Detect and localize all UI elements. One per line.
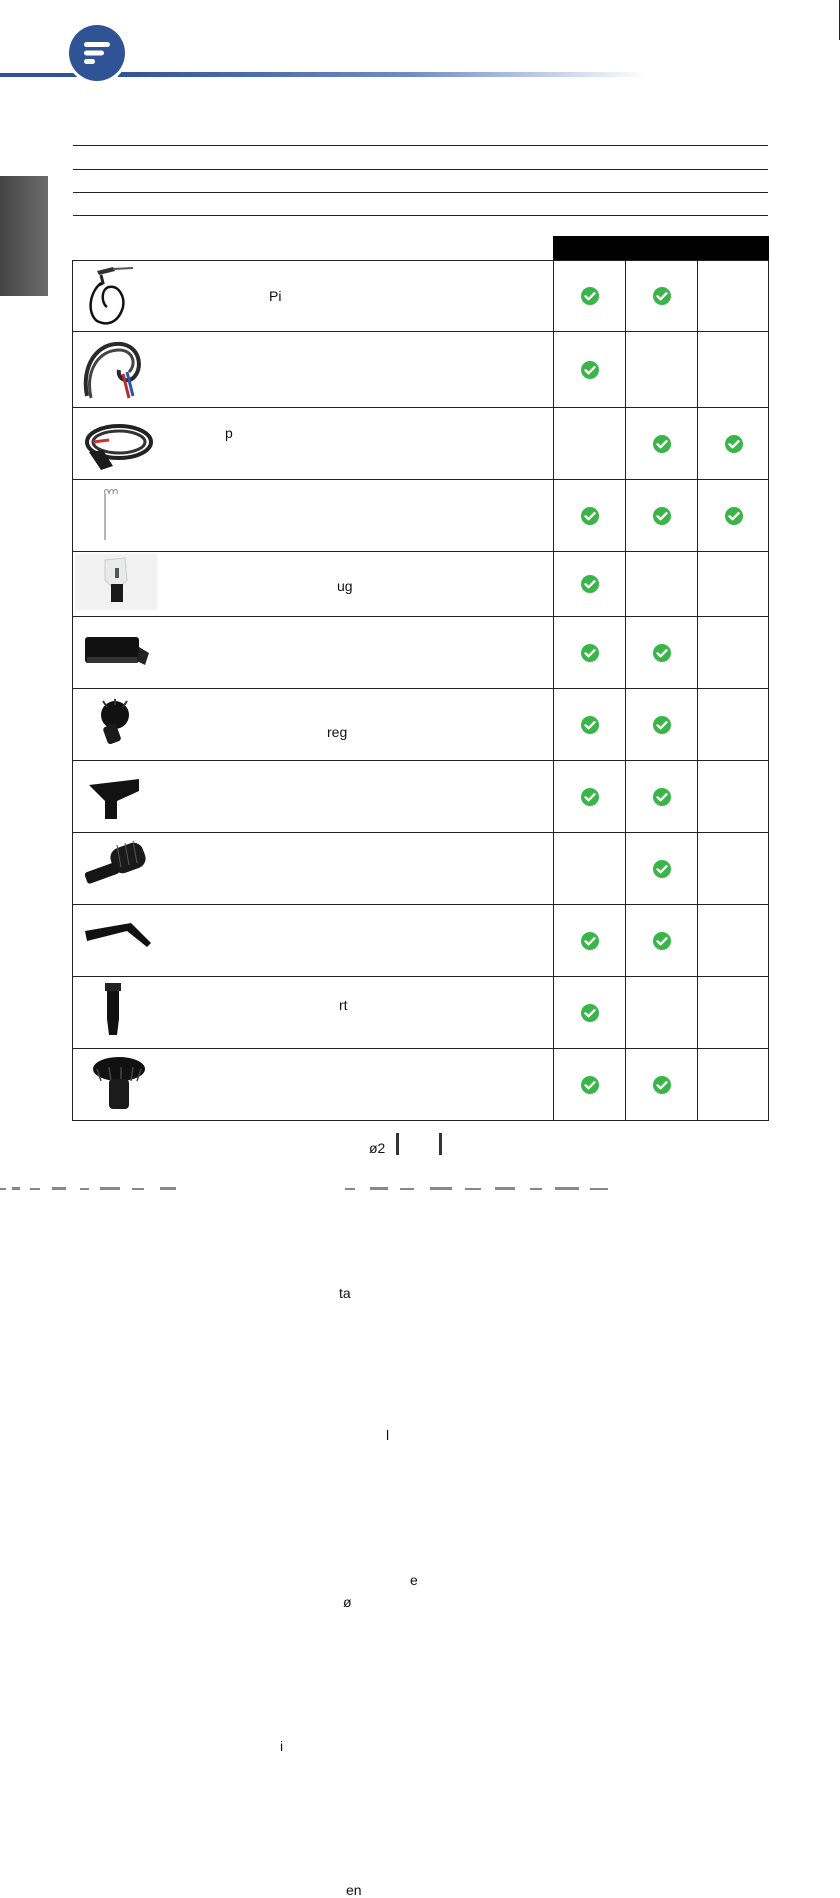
compat-cell-3 <box>698 833 770 904</box>
chapter-side-tab <box>0 176 48 296</box>
compat-cell-3 <box>698 1049 770 1121</box>
round-brush-large-image <box>75 1051 157 1117</box>
column-divider <box>553 260 554 1121</box>
compat-cell-3 <box>698 761 770 832</box>
compat-cell-2 <box>626 617 698 688</box>
bag-image <box>75 554 157 610</box>
check-icon <box>652 787 672 807</box>
compat-cell-1 <box>554 833 626 904</box>
check-icon <box>580 286 600 306</box>
crevice-nozzle-image <box>81 909 155 959</box>
compat-cell-1 <box>554 617 626 688</box>
compat-cell-2 <box>626 480 698 551</box>
compat-cell-3 <box>698 480 770 551</box>
section-rule <box>73 215 768 216</box>
brush-rect-image <box>79 623 155 677</box>
compat-cell-1 <box>554 905 626 976</box>
section-rule <box>73 169 768 170</box>
compat-cell-1 <box>554 689 626 760</box>
gun-hose-image <box>79 263 143 329</box>
row-label: ug <box>337 578 353 594</box>
check-icon <box>652 931 672 951</box>
row-label: p <box>225 425 233 441</box>
brush-round-image <box>85 693 145 753</box>
check-icon <box>580 1003 600 1023</box>
compat-cell-1 <box>554 552 626 616</box>
compat-cell-3 <box>698 905 770 976</box>
compat-cell-1 <box>554 761 626 832</box>
compat-cell-2 <box>626 689 698 760</box>
compat-cell-3 <box>698 977 770 1048</box>
compat-cell-2 <box>626 408 698 479</box>
compat-cell-2 <box>626 332 698 407</box>
table-row-gun-hose <box>73 261 768 332</box>
long-nozzle-image <box>87 979 143 1039</box>
check-icon <box>580 360 600 380</box>
table-row-cable <box>73 408 768 594</box>
header-badge <box>69 25 125 81</box>
column-divider <box>625 260 626 1121</box>
check-icon <box>580 931 600 951</box>
check-icon <box>580 1075 600 1095</box>
table-row-bag <box>73 552 768 617</box>
compat-cell-2 <box>626 905 698 976</box>
compat-cell-1 <box>554 1049 626 1121</box>
compat-cell-2 <box>626 1049 698 1121</box>
section-rule <box>73 145 768 146</box>
check-icon <box>652 506 672 526</box>
row-label-secondary: ø <box>343 1594 352 1610</box>
check-icon <box>724 434 744 454</box>
compat-cell-1 <box>554 480 626 551</box>
row-label: reg <box>327 724 348 740</box>
compat-cell-3 <box>698 332 770 407</box>
compat-cell-3 <box>698 408 770 479</box>
check-icon <box>580 643 600 663</box>
header-rule-right <box>118 72 648 77</box>
check-icon <box>580 787 600 807</box>
compat-cell-1 <box>554 332 626 407</box>
compat-cell-1 <box>554 977 626 1048</box>
check-icon <box>652 286 672 306</box>
compat-cell-3 <box>698 617 770 688</box>
table-row-hose <box>73 332 768 441</box>
compat-cell-3 <box>698 689 770 760</box>
check-icon <box>580 506 600 526</box>
table-header-band <box>553 236 769 260</box>
row-label: ø2 <box>369 1140 386 1156</box>
lines-icon <box>82 39 112 67</box>
hose-image <box>77 336 147 406</box>
check-icon <box>652 643 672 663</box>
check-icon <box>580 715 600 735</box>
check-icon <box>580 574 600 594</box>
page-marker-right <box>439 1133 442 1155</box>
check-icon <box>724 506 744 526</box>
row-label-secondary: en <box>346 1882 362 1898</box>
check-icon <box>652 1075 672 1095</box>
header-rule-left <box>0 73 80 77</box>
column-divider <box>697 260 698 1121</box>
row-label: rt <box>339 997 348 1013</box>
check-icon <box>652 434 672 454</box>
page-marker-left <box>396 1133 399 1155</box>
compat-cell-3 <box>698 261 770 331</box>
compat-cell-2 <box>626 552 698 616</box>
cable-image <box>79 412 155 478</box>
rod-image <box>91 484 131 544</box>
row-label: l <box>386 1427 390 1443</box>
row-label: Pi <box>269 288 282 304</box>
compat-cell-2 <box>626 977 698 1048</box>
triangle-nozzle-image <box>83 765 145 827</box>
compat-cell-2 <box>626 261 698 331</box>
compat-cell-3 <box>698 552 770 616</box>
check-icon <box>652 715 672 735</box>
compat-cell-1 <box>554 261 626 331</box>
compat-cell-2 <box>626 833 698 904</box>
check-icon <box>652 859 672 879</box>
compat-cell-2 <box>626 761 698 832</box>
accessories-table <box>72 260 769 1898</box>
row-label: e <box>410 1572 418 1588</box>
compat-cell-1 <box>554 408 626 479</box>
section-rule <box>73 192 768 193</box>
scan-artifact <box>0 1186 840 1192</box>
brush-cylinder-image <box>79 837 155 897</box>
row-label: ta <box>339 1285 351 1301</box>
row-label-secondary: i <box>280 1738 284 1754</box>
